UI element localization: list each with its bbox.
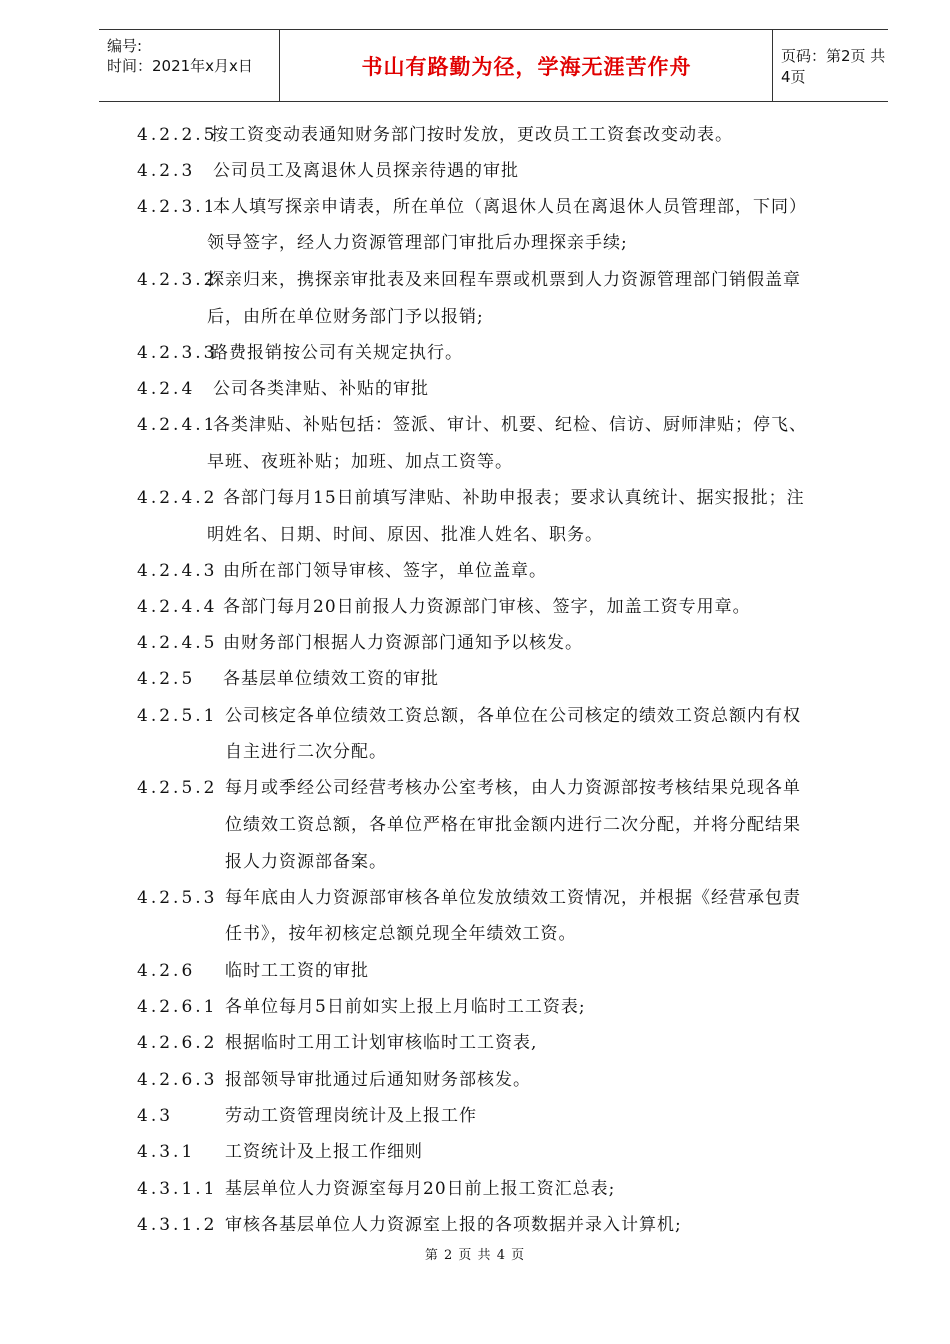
list-item: 4.2.5 各基层单位绩效工资的审批 (137, 669, 439, 689)
list-item: 4.2.4.4 各部门每月20日前报人力资源部门审核、签字，加盖工资专用章。 (137, 597, 751, 617)
list-item: 4.2.6.1 各单位每月5日前如实上报上月临时工工资表; (137, 997, 586, 1017)
list-item-continuation: 自主进行二次分配。 (225, 742, 387, 762)
page-footer: 第 2 页 共 4 页 (424, 1248, 526, 1263)
code-label: 编号: (107, 37, 143, 55)
list-item: 4.3.1.1 基层单位人力资源室每月20日前上报工资汇总表; (137, 1179, 616, 1199)
date-text: 时间：2021年x月x日 (107, 57, 253, 75)
list-item: 4.2.6 临时工工资的审批 (137, 961, 369, 981)
list-item: 4.3.1.2 审核各基层单位人力资源室上报的各项数据并录入计算机; (137, 1215, 682, 1235)
list-item-continuation: 明姓名、日期、时间、原因、批准人姓名、职务。 (207, 525, 603, 545)
list-item-continuation: 位绩效工资总额，各单位严格在审批金额内进行二次分配，并将分配结果 (225, 815, 801, 835)
list-item: 4.2.4.5 由财务部门根据人力资源部门通知予以核发。 (137, 633, 583, 653)
list-item: 4.2.6.3 报部领导审批通过后通知财务部核发。 (137, 1070, 531, 1090)
list-item: 4.2.5.1 公司核定各单位绩效工资总额，各单位在公司核定的绩效工资总额内有权 (137, 706, 801, 726)
list-item: 4.2.4.1各类津贴、补贴包括：签派、审计、机要、纪检、信访、厨师津贴；停飞、 (137, 415, 807, 435)
list-item-continuation: 领导签字，经人力资源管理部门审批后办理探亲手续; (207, 233, 628, 253)
list-item-continuation: 后，由所在单位财务部门予以报销; (207, 307, 484, 327)
list-item-continuation: 早班、夜班补贴；加班、加点工资等。 (207, 452, 513, 472)
list-item: 4.2.3.3路费报销按公司有关规定执行。 (137, 343, 463, 363)
list-item: 4.2.3 公司员工及离退休人员探亲待遇的审批 (137, 161, 519, 181)
list-item: 4.2.3.1本人填写探亲申请表，所在单位（离退休人员在离退休人员管理部，下同） (137, 197, 807, 217)
list-item: 4.2.5.2 每月或季经公司经营考核办公室考核，由人力资源部按考核结果兑现各单 (137, 778, 801, 798)
list-item: 4.2.2.5按工资变动表通知财务部门按时发放，更改员工工资套改变动表。 (137, 125, 733, 145)
section-heading: 4.3.1 工资统计及上报工作细则 (137, 1142, 423, 1162)
list-item: 4.2.5.3 每年底由人力资源部审核各单位发放绩效工资情况，并根据《经营承包责 (137, 888, 801, 908)
list-item: 4.2.3.2探亲归来，携探亲审批表及来回程车票或机票到人力资源管理部门销假盖章 (137, 270, 801, 290)
list-item: 4.2.4.3 由所在部门领导审核、签字，单位盖章。 (137, 561, 547, 581)
list-item: 4.2.6.2 根据临时工用工计划审核临时工工资表, (137, 1033, 538, 1053)
header-meta (99, 30, 280, 101)
list-item: 4.2.4.2 各部门每月15日前填写津贴、补助申报表；要求认真统计、据实报批；注 (137, 488, 805, 508)
page-header (99, 29, 888, 102)
list-item-continuation: 任书》，按年初核定总额兑现全年绩效工资。 (225, 924, 577, 944)
list-item: 4.2.4 公司各类津贴、补贴的审批 (137, 379, 429, 399)
section-heading: 4.3 劳动工资管理岗统计及上报工作 (137, 1106, 477, 1126)
list-item-continuation: 报人力资源部备案。 (225, 852, 387, 872)
header-motto: 书山有路勤为径，学海无涯苦作舟 (281, 30, 773, 101)
header-page-number: 页码：第2页 共4页 (781, 46, 886, 86)
